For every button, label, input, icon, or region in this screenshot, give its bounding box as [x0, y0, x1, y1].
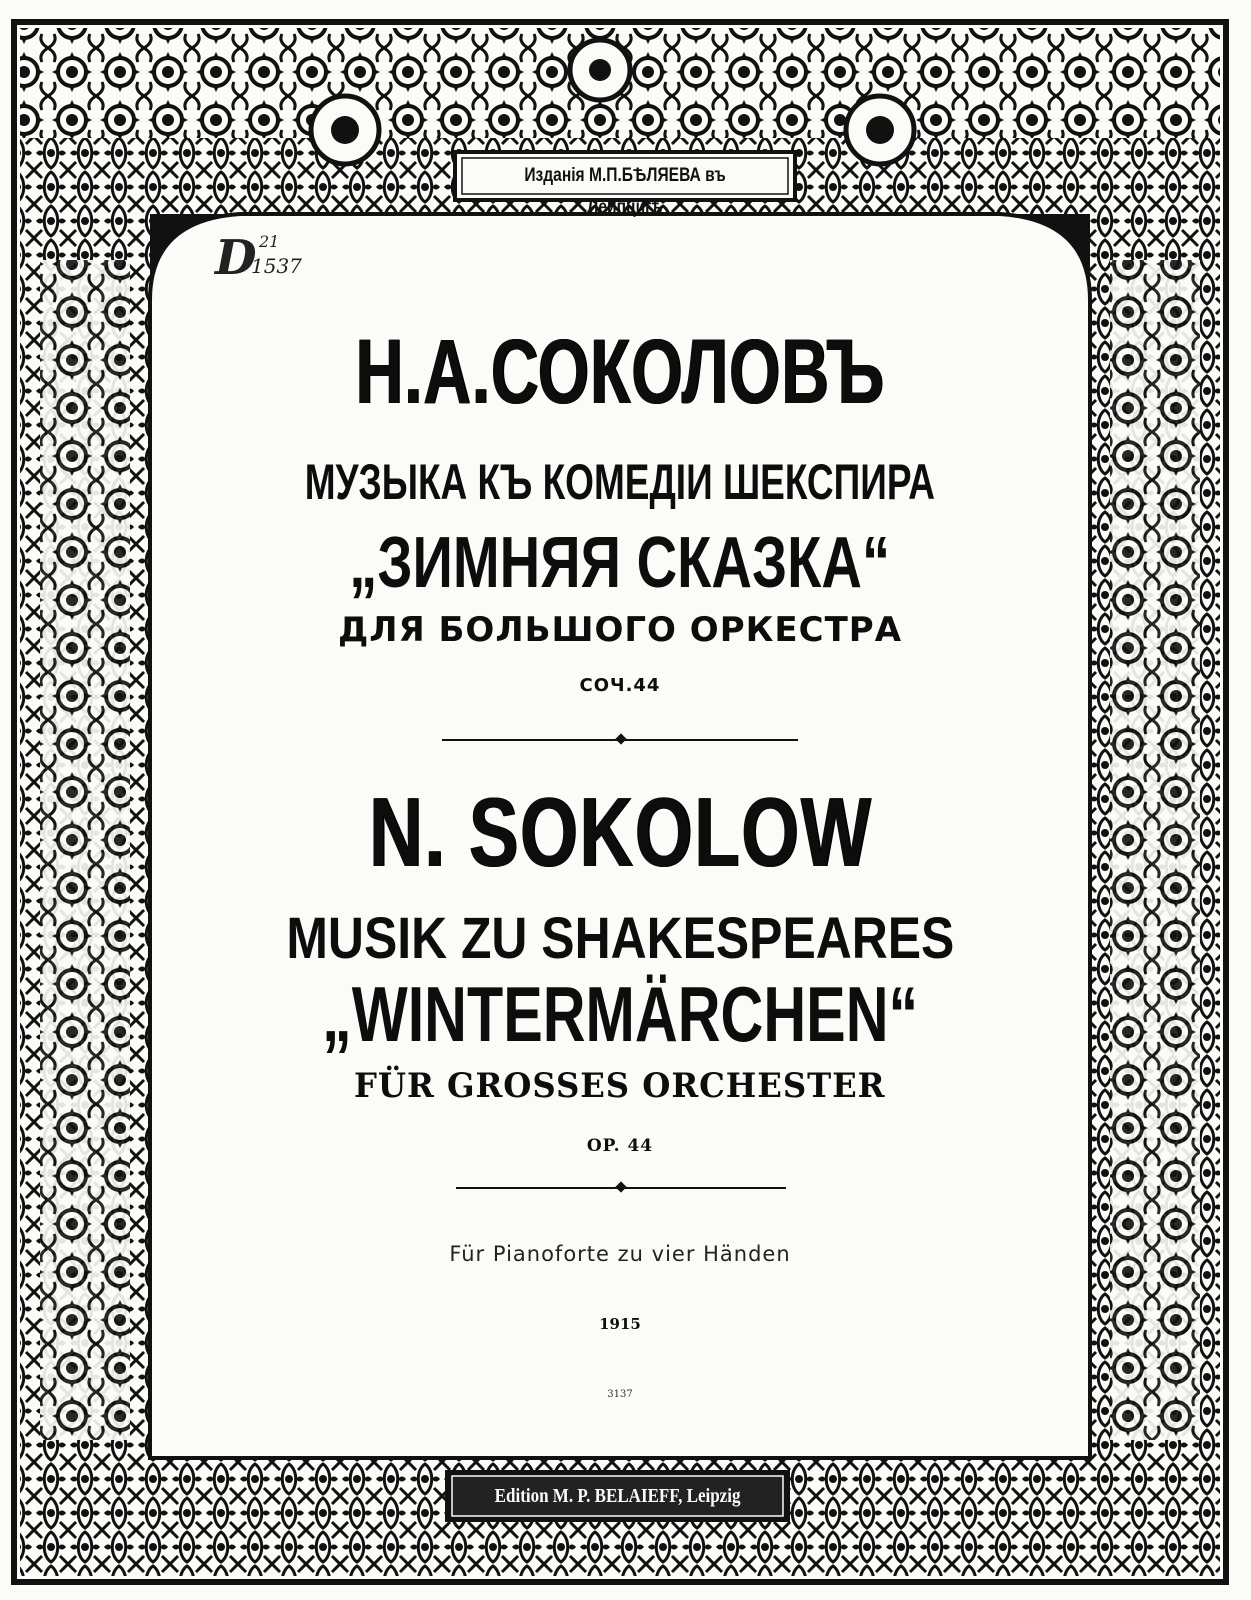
composer-name-russian — [190, 322, 1050, 422]
stamp-upper: 21 — [259, 232, 280, 251]
stamp-letter: D — [215, 230, 257, 286]
composer-ru-text: Н.А.СОКОЛОВЪ — [355, 321, 885, 423]
publisher-footer — [455, 1476, 780, 1516]
work-title-german — [190, 972, 1050, 1057]
plate-number — [190, 1388, 1050, 1402]
subtitle-ru-text: МУЗЫКА КЪ КОМЕДІИ ШЕКСПИРА — [304, 454, 936, 510]
subtitle-german — [190, 906, 1050, 971]
arrangement-text: Für Pianoforte zu vier Händen — [449, 1242, 791, 1266]
orch-de-text: FÜR GROSSES ORCHESTER — [354, 1066, 886, 1106]
publication-year — [190, 1314, 1050, 1334]
publisher-header: Изданія М.П.БѢЛЯЕВА въ Лейпцигѣ — [524, 165, 726, 218]
opus-de-text: OP. 44 — [586, 1136, 654, 1156]
publisher-footer-text: Edition M. P. BELAIEFF, Leipzig — [494, 1485, 741, 1507]
opus-ru-text: СОЧ.44 — [579, 675, 661, 696]
orchestra-russian — [190, 610, 1050, 650]
opus-german — [190, 1134, 1050, 1158]
title-ru-text: „ЗИМНЯЯ СКАЗКА“ — [349, 523, 891, 603]
plate-text: 3137 — [607, 1389, 633, 1400]
stamp-lower: 1537 — [251, 254, 302, 278]
work-title-russian — [190, 522, 1050, 603]
title-de-text: „WINTERMÄRCHEN“ — [321, 970, 919, 1058]
year-text: 1915 — [599, 1315, 641, 1333]
orch-ru-text: ДЛЯ БОЛЬШОГО ОРКЕСТРА — [337, 610, 903, 650]
composer-name-german — [190, 777, 1050, 887]
subtitle-russian — [190, 452, 1050, 512]
arrangement-note — [190, 1240, 1050, 1268]
library-stamp — [215, 230, 325, 290]
orchestra-german — [190, 1066, 1050, 1106]
opus-russian — [190, 674, 1050, 698]
composer-de-text: N. SOKOLOW — [368, 777, 872, 887]
subtitle-de-text: MUSIK ZU SHAKESPEARES — [286, 906, 954, 971]
